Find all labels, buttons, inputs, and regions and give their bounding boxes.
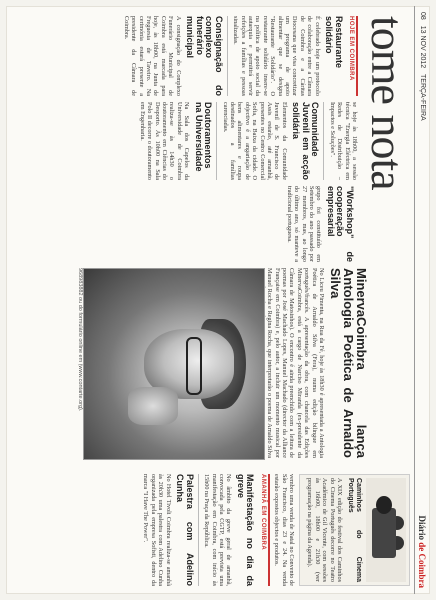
cinema-box bbox=[299, 474, 410, 586]
photo-glasses bbox=[186, 337, 202, 395]
article-restaurante: É celebrado hoje um protocolo de colaboração entre a Câmara de Coimbra e a Cáritas Diocesana que visa concretizar um programa de apoio alimentar que se designa "Restaurante Solidário". O restaurante solidário insere-se na política de apoio social da autarquia e permitirá servir refeições a famílias e pessoas sinalizadas. bbox=[232, 16, 321, 96]
masthead-dateline bbox=[419, 12, 426, 125]
article-consignacao: A consignação do Complexo Funerário Municipal de Coimbra está marcada para hoje, às 18h00, na Junta de Freguesia de Taveiro. Na cerimónia estará presente a presidente da Câmara de Coimbra. bbox=[122, 16, 182, 96]
lead-body: No Liceu Pimenta, na Rua da Fé, hoje às 18h30 é apresentada a Antologia Poética de Arnaldo Silva (Fera), numa edição bilingue em português/francês. A apresentação da obra, com chancela das Edições MinervaCoimbra, está a cargo de Narciso Miranda (ex-presidente da Câmara de Matosinhos). O encontro é ainda preenchido com a leitura de poemas por José Machado Lopes, Manuel Machado (director da Alliance Française em Coimbra) e, pelo autor, a incluir um momento musical por Manuel Rocha e Regina Rocha, que interpretarão o poema de Arnaldo Silva bbox=[266, 268, 325, 458]
kicker-tomorrow: AMANHÃ EM COIMBRA bbox=[258, 474, 269, 586]
cinema-headline: Caminhos do Cinema Português bbox=[347, 478, 362, 582]
cinema-body: A XIX edição do festival dos Caminhos do Cinema Português decorre no Teatro Académico de Gil Vicente, com sessões às 16h00, 18h00 e 21h30 (ver programação na página da Agenda). bbox=[306, 478, 343, 582]
article-workshop: grupo foi constituído em Setembro do ano passado por 27 membros, mas, ao longo do último ano, só manteve a tradicional portuguesa. bbox=[285, 186, 323, 262]
divider bbox=[198, 474, 199, 586]
film-camera-icon bbox=[366, 478, 406, 582]
lead-contact: 968983882 ou do formulário online em (www.contarte.org). bbox=[77, 268, 83, 412]
rotated-page-content bbox=[6, 6, 430, 594]
newspaper-page bbox=[6, 6, 430, 594]
headline-workshop: "Workshop" de cooperação empresarial bbox=[326, 186, 355, 262]
kicker-today: HOJE EM COIMBRA bbox=[347, 16, 358, 96]
cinema-sidebar bbox=[15, 474, 410, 586]
divider bbox=[227, 16, 228, 96]
article-comunidade: Elementos da Comunidade Juvenil de S. Francisco de Assis estarão, até amanhã, presentes no Centro Comercial Sofia, na Baixa da cidade. O objectivo é a angariação de bens alimentares e roupa destinados a famílias carenciadas. bbox=[221, 102, 288, 180]
lead-headline: MinervaCoimbra lança Antologia Poética de Arnaldo Silva bbox=[328, 268, 369, 458]
divider bbox=[216, 102, 217, 180]
article-venda-natal: vembro uma venda de Natal no Convento de São Francisco, dias 23 e 24. Na venda estarão expostos objectos e produtos. bbox=[273, 474, 295, 586]
headline-palestra: Palestra com Adelino Cunha bbox=[175, 474, 195, 586]
column-3 bbox=[13, 186, 358, 262]
masthead bbox=[414, 6, 430, 594]
article-palestra: No Hotel Tivoli Coimbra realiza-se amanhã às 20h30 uma palestra com Adelino Cunha organizada pela empresa Sofisti, dentro da marca "I Have The Power". bbox=[142, 474, 172, 586]
brand-suffix: de Coimbra bbox=[417, 542, 428, 588]
article-doutoramentos: Na Sala dos Capelos da Universidade de Coimbra realiza-se às 14h30 o doutoramento em Ciências do Desporto. Às 10h00 na Sala Polo II decorre o doutoramento em Engenharia. bbox=[138, 102, 191, 180]
column-2 bbox=[13, 102, 358, 180]
headline-manifestacao: Manifestação no dia da greve bbox=[235, 474, 256, 586]
article-manifestacao: No âmbito da greve geral de amanhã, convocada pela CGTP, está prevista uma manifestação em Coimbra, com início às 15h00 na Praça da República. bbox=[203, 474, 233, 586]
headline-consignacao: Consignação do complexo funerário municipal bbox=[185, 16, 224, 96]
issue-weekday: TERÇA-FEIRA bbox=[419, 74, 426, 121]
headline-restaurante: Restaurante solidário bbox=[324, 16, 344, 69]
brand-prefix: Diário bbox=[417, 515, 428, 540]
headline-doutoramentos: Doutoramentos na Universidade bbox=[193, 102, 214, 172]
section-title: tome nota bbox=[362, 16, 413, 190]
headline-comunidade: Comunidade Juvenil em acção solidária bbox=[291, 102, 321, 180]
author-photo bbox=[83, 268, 265, 460]
divider bbox=[323, 102, 324, 180]
newspaper-brand bbox=[418, 516, 428, 589]
issue-date: 13 NOV 2012 bbox=[419, 25, 426, 69]
lead-story bbox=[266, 268, 370, 458]
article-energia: se hoje às 18h00, a sessão técnica "Energia Eléctrica em Redes de Distribuição – Impactos e Soluções". bbox=[328, 102, 358, 180]
page-number: 08 bbox=[419, 12, 426, 20]
photo-hand bbox=[128, 387, 178, 425]
column-1 bbox=[13, 16, 358, 96]
